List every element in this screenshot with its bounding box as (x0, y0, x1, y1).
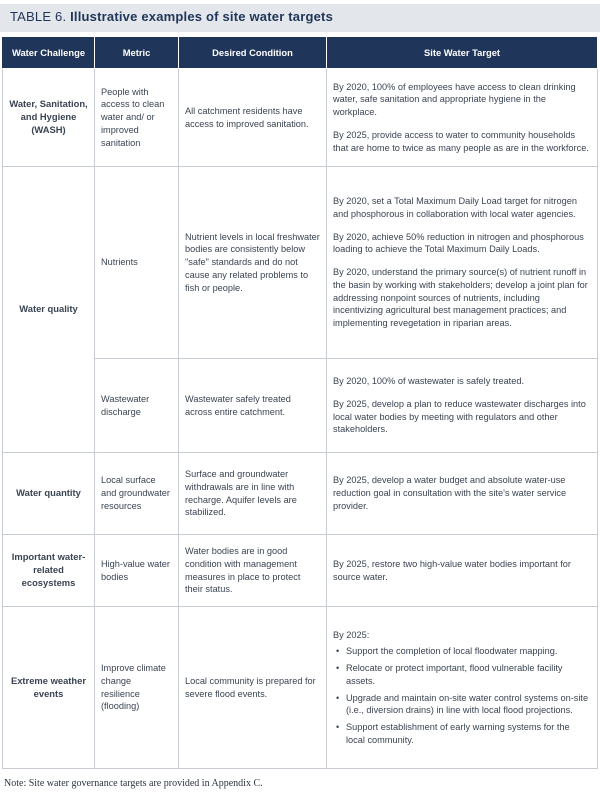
target-text: By 2020, 100% of employees have access to clean drinking water, safe sanitation and appropriate hygiene in the workplace. (333, 81, 576, 118)
target-cell (327, 69, 598, 167)
table-row (3, 69, 598, 167)
target-cell (327, 359, 598, 453)
table-row (3, 607, 598, 769)
condition-cell: Surface and groundwater withdrawals are in line with recharge. Aquifer levels are stabilized. (179, 453, 327, 535)
bullet-icon: • (336, 692, 340, 703)
target-text: By 2020, 100% of wastewater is safely treated. (333, 376, 524, 387)
table-row (3, 167, 598, 359)
table-row (3, 535, 598, 607)
target-text: By 2025, develop a plan to reduce wastewater discharges into local water bodies by meeting with regulators and other stakeholders. (333, 398, 586, 435)
list-item (333, 721, 591, 746)
condition-cell: Nutrient levels in local freshwater bodies are consistently below "safe" standards and do not cause any related problems to fish or people. (179, 167, 327, 359)
target-text: By 2025, restore two high-value water bodies important for source water. (333, 558, 571, 582)
bullet-text: Relocate or protect important, flood vulnerable facility assets. (346, 663, 563, 686)
header-desired-condition: Desired Condition (179, 37, 327, 69)
list-item (333, 662, 591, 687)
challenge-cell: Water quality (3, 167, 95, 453)
metric-cell: High-value water bodies (95, 535, 179, 607)
header-metric: Metric (95, 37, 179, 69)
header-water-challenge: Water Challenge (3, 37, 95, 69)
bullet-icon: • (336, 646, 340, 657)
metric-cell: Wastewater discharge (95, 359, 179, 453)
target-cell (327, 167, 598, 359)
bullet-icon: • (336, 721, 340, 732)
header-row (3, 37, 598, 69)
table-row (3, 453, 598, 535)
metric-cell: People with access to clean water and/ or improved sanitation (95, 69, 179, 167)
target-cell (327, 607, 598, 769)
target-cell (327, 535, 598, 607)
list-item (333, 692, 591, 717)
site-water-targets-table (2, 36, 598, 769)
metric-cell: Improve climate change resilience (flooding) (95, 607, 179, 769)
condition-cell: Water bodies are in good condition with management measures in place to protect their status. (179, 535, 327, 607)
table-title-text: Illustrative examples of site water targets (70, 9, 334, 24)
target-text: By 2020, understand the primary source(s) of nutrient runoff in the basin by working with stakeholders; develop a joint plan for addressing nonpoint sources of nutrients, including incentivizing agricultural best management practices; and implementing revegetation in riparian areas. (333, 267, 588, 328)
challenge-cell: Water quantity (3, 453, 95, 535)
list-item (333, 645, 591, 658)
target-text: By 2020, achieve 50% reduction in nitrogen and phosphorous loading to achieve the Total Maximum Daily Loads. (333, 231, 584, 255)
header-site-water-target: Site Water Target (327, 37, 598, 69)
target-bullet-list (333, 645, 591, 746)
bullet-text: Upgrade and maintain on-site water control systems on-site (i.e., diversion drains) in line with local flood projections. (346, 692, 589, 716)
challenge-cell: Important water-related ecosystems (3, 535, 95, 607)
table-title (0, 4, 600, 32)
bullet-icon: • (336, 663, 340, 674)
condition-cell: All catchment residents have access to improved sanitation. (179, 69, 327, 167)
condition-cell: Wastewater safely treated across entire catchment. (179, 359, 327, 453)
target-text: By 2025, develop a water budget and absolute water-use reduction goal in consultation with the site's water service provider. (333, 475, 567, 511)
challenge-cell: Extreme weather events (3, 607, 95, 769)
footnote: Note: Site water governance targets are provided in Appendix C. (4, 778, 263, 789)
bullet-text: Support the completion of local floodwater mapping. (346, 646, 558, 657)
table-number: TABLE 6. (10, 9, 67, 24)
metric-cell: Local surface and groundwater resources (95, 453, 179, 535)
target-text: By 2025, provide access to water to community households that are home to twice as many people as are in the workforce. (333, 129, 589, 153)
condition-cell: Local community is prepared for severe flood events. (179, 607, 327, 769)
target-intro: By 2025: (333, 629, 370, 640)
bullet-text: Support establishment of early warning systems for the local community. (346, 721, 570, 745)
target-text: By 2020, set a Total Maximum Daily Load target for nitrogen and phosphorous in collaboration with local water agencies. (333, 196, 577, 220)
challenge-cell: Water, Sanitation, and Hygiene (WASH) (3, 69, 95, 167)
metric-cell: Nutrients (95, 167, 179, 359)
target-cell (327, 453, 598, 535)
